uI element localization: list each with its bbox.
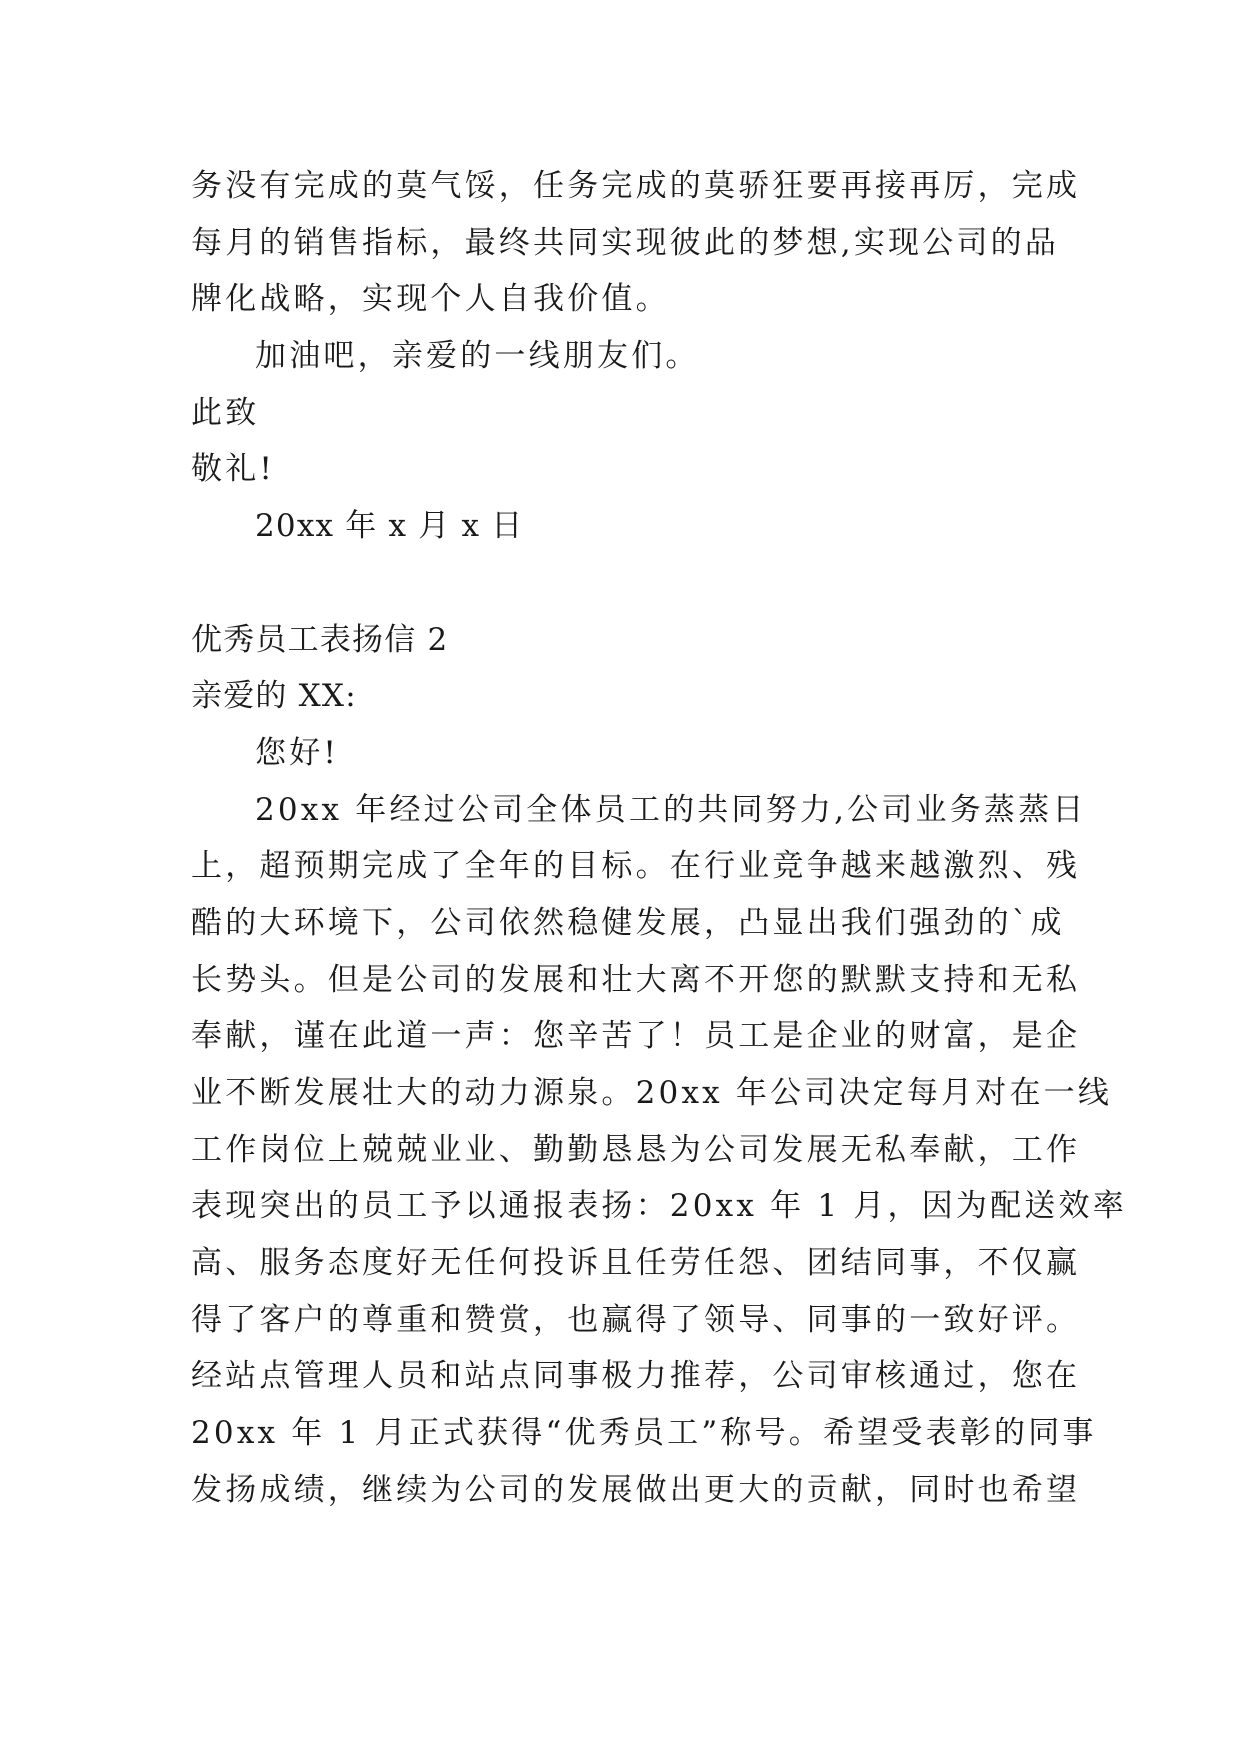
letter2-body-line-11: 经站点管理人员和站点同事极力推荐，公司审核通过，您在: [191, 1358, 1081, 1394]
letter2-body-line-5: 奉献，谨在此道一声：您辛苦了！员工是企业的财富，是企: [191, 1018, 1081, 1054]
letter2-body-line-7: 工作岗位上兢兢业业、勤勤恳恳为公司发展无私奉献，工作: [191, 1132, 1081, 1168]
letter2-greeting: 您好!: [255, 735, 340, 771]
letter2-body-line-4: 长势头。但是公司的发展和壮大离不开您的默默支持和无私: [191, 962, 1081, 998]
letter1-paragraph-line-2: 每月的销售指标，最终共同实现彼此的梦想,实现公司的品: [191, 225, 1060, 261]
letter2-title: 优秀员工表扬信 2: [191, 622, 449, 658]
letter1-date: 20xx 年 x 月 x 日: [255, 508, 524, 544]
letter2-body-line-6: 业不断发展壮大的动力源泉。20xx 年公司决定每月对在一线: [191, 1075, 1113, 1111]
letter2-body-line-2: 上，超预期完成了全年的目标。在行业竞争越来越激烈、残: [191, 848, 1081, 884]
letter1-closing-1: 此致: [191, 395, 260, 431]
letter2-body-line-12: 20xx 年 1 月正式获得“优秀员工”称号。希望受表彰的同事: [191, 1415, 1097, 1451]
letter1-cheer: 加油吧，亲爱的一线朋友们。: [255, 338, 700, 374]
letter2-body-line-10: 得了客户的尊重和赞赏，也赢得了领导、同事的一致好评。: [191, 1302, 1081, 1338]
letter2-body-line-13: 发扬成绩，继续为公司的发展做出更大的贡献，同时也希望: [191, 1472, 1081, 1508]
letter2-body-line-1: 20xx 年经过公司全体员工的共同努力,公司业务蒸蒸日: [255, 792, 1087, 828]
letter2-body-line-9: 高、服务态度好无任何投诉且任劳任怨、团结同事，不仅赢: [191, 1245, 1081, 1281]
letter2-salutation: 亲爱的 XX:: [191, 678, 357, 714]
letter1-closing-2: 敬礼!: [191, 451, 276, 487]
letter2-body-line-8: 表现突出的员工予以通报表扬：20xx 年 1 月，因为配送效率: [191, 1188, 1127, 1224]
letter2-body-line-3: 酷的大环境下，公司依然稳健发展，凸显出我们强劲的`成: [191, 905, 1065, 941]
letter1-paragraph-line-1: 务没有完成的莫气馁，任务完成的莫骄狂要再接再厉，完成: [191, 168, 1081, 204]
letter1-paragraph-line-3: 牌化战略，实现个人自我价值。: [191, 281, 670, 317]
